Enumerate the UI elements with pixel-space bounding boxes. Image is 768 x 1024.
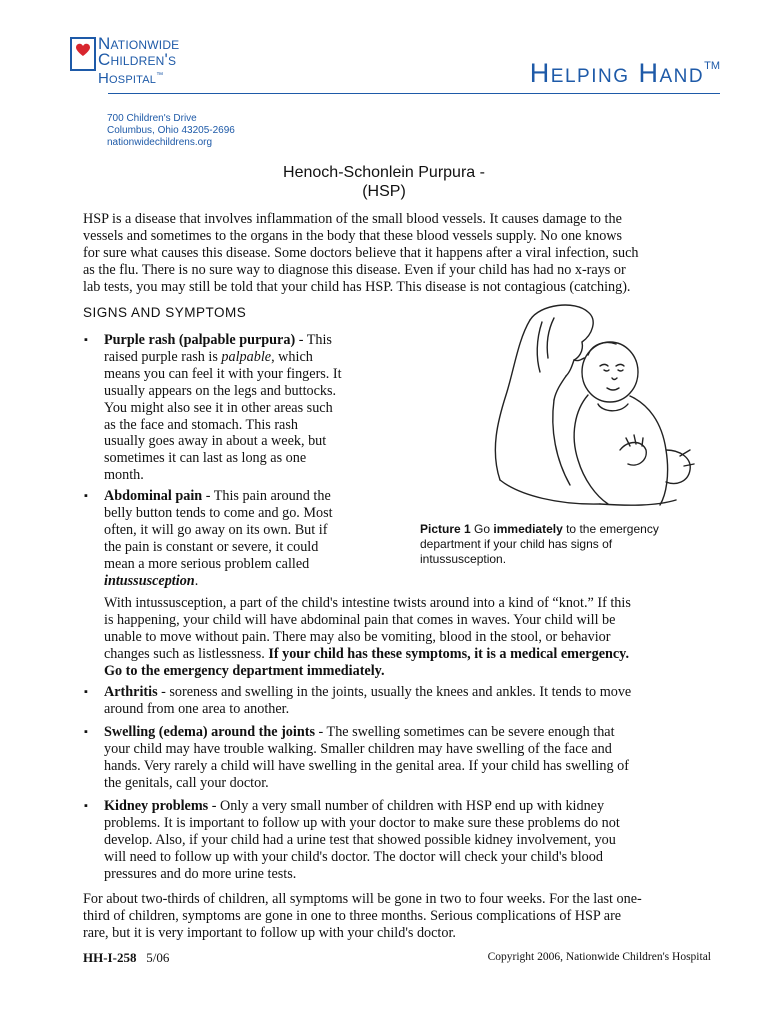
bullet-line: You might also see it in other areas such bbox=[104, 399, 333, 416]
logo-tm: ™ bbox=[156, 72, 164, 79]
bullet-line: problems. It is important to follow up with your doctor to make sure these problems do not bbox=[104, 814, 620, 831]
bullet-text: , which bbox=[271, 348, 313, 365]
bullet-line: usually appears on the legs and buttocks. bbox=[104, 382, 337, 399]
heart-icon bbox=[75, 43, 91, 57]
bullet-text: - The swelling sometimes can be severe enough that bbox=[314, 724, 615, 740]
bullet-term: Purple rash (palpable purpura) bbox=[104, 332, 296, 348]
bullet-line: means you can feel it with your fingers. It bbox=[104, 365, 342, 382]
paragraph-text: changes such as listlessness. bbox=[104, 645, 269, 662]
bullet-line: month. bbox=[104, 467, 144, 484]
bullet-line: the pain is constant or severe, it could bbox=[104, 538, 319, 555]
emphasis-word: intussusception bbox=[104, 572, 195, 589]
footer-date: 5/06 bbox=[146, 950, 170, 965]
bullet-icon: ▪ bbox=[84, 726, 88, 738]
bullet-icon: ▪ bbox=[84, 334, 88, 346]
bullet-icon: ▪ bbox=[84, 686, 88, 698]
bullet-text: - soreness and swelling in the joints, usually the knees and ankles. It tends to move bbox=[157, 684, 632, 700]
address-street: 700 Children's Drive bbox=[107, 113, 197, 124]
series-title bbox=[530, 58, 720, 89]
bullet-term: Swelling (edema) around the joints bbox=[104, 724, 315, 740]
intro-paragraph bbox=[83, 211, 723, 296]
bullet-line: usually goes away in about a week, but bbox=[104, 433, 327, 450]
logo-text-line3 bbox=[98, 68, 163, 86]
bullet-abdominal-pain bbox=[104, 488, 404, 589]
paragraph-line: is happening, your child will have abdominal pain that comes in waves. Your child will be bbox=[104, 611, 616, 628]
illustration-mother-baby bbox=[470, 300, 720, 515]
hospital-logo bbox=[70, 37, 96, 71]
address-website[interactable]: nationwidechildrens.org bbox=[107, 137, 213, 148]
bullet-text: - This bbox=[295, 332, 332, 348]
footer-code-id: HH-I-258 bbox=[83, 950, 137, 965]
logo-text-line2: Children's bbox=[98, 50, 177, 69]
bullet-text: - This pain around the bbox=[202, 488, 331, 504]
logo-text-line1: Nationwide bbox=[98, 34, 180, 53]
bullet-line: as the face and stomach. This rash bbox=[104, 416, 298, 433]
series-title-text: Helping Hand bbox=[529, 58, 705, 88]
emphasis-word: palpable bbox=[221, 348, 272, 365]
logo-text-hospital: Hospital bbox=[98, 70, 157, 87]
bullet-line: pressures and do more urine tests. bbox=[104, 865, 297, 882]
caption-line: department if your child has signs of bbox=[420, 537, 613, 551]
paragraph-line: With intussusception, a part of the child's intestine twists around into a kind of “knot.” If this bbox=[104, 595, 631, 611]
header-rule bbox=[108, 93, 720, 94]
caption-text: Go bbox=[470, 522, 494, 536]
bullet-line: will need to follow up with your child's doctor. The doctor will check your child's blood bbox=[104, 848, 603, 865]
intro-line: lab tests, you may still be told that your child has HSP. This disease is not contagious (catching). bbox=[83, 278, 631, 295]
intro-line: HSP is a disease that involves inflammation of the small blood vessels. It causes damage to the bbox=[83, 211, 622, 227]
bullet-term: Arthritis bbox=[104, 684, 158, 700]
bullet-line: hands. Very rarely a child will have swelling in the genital area. If your child has swelling of bbox=[104, 757, 629, 774]
bullet-text: raised purple rash is bbox=[104, 348, 222, 365]
paragraph-line: rare, but it is very important to follow up with your child's doctor. bbox=[83, 924, 456, 941]
caption-label: Picture 1 bbox=[420, 522, 471, 536]
bullet-line: develop. Also, if your child had a urine test that showed possible kidney involvement, you bbox=[104, 831, 616, 848]
bullet-icon: ▪ bbox=[84, 800, 88, 812]
emergency-warning: If your child has these symptoms, it is a medical emergency. bbox=[268, 645, 630, 662]
bullet-line: your child may have trouble walking. Smaller children may have swelling of the face and bbox=[104, 740, 612, 757]
document-code bbox=[83, 950, 169, 966]
bullet-text: - Only a very small number of children with HSP end up with kidney bbox=[208, 798, 605, 814]
document-title-line2: (HSP) bbox=[362, 183, 406, 200]
bullet-term: Abdominal pain bbox=[104, 488, 203, 504]
series-tm: TM bbox=[704, 60, 720, 72]
caption-text: to the emergency bbox=[562, 522, 659, 536]
paragraph-line: For about two-thirds of children, all symptoms will be gone in two to four weeks. For the last one- bbox=[83, 891, 642, 907]
bullet-line: sometimes it can last as long as one bbox=[104, 450, 307, 467]
caption-emphasis: immediately bbox=[493, 522, 563, 536]
bullet-line: the genitals, call your doctor. bbox=[104, 774, 269, 791]
intussusception-paragraph bbox=[104, 595, 724, 680]
address-city: Columbus, Ohio 43205-2696 bbox=[107, 125, 235, 136]
bullet-icon: ▪ bbox=[84, 490, 88, 502]
paragraph-line: unable to move without pain. There may also be vomiting, blood in the stool, or behavior bbox=[104, 628, 611, 645]
intro-line: vessels and sometimes to the organs in the body that these blood vessels supply. No one knows bbox=[83, 227, 623, 244]
copyright-notice: Copyright 2006, Nationwide Children's Hospital bbox=[487, 951, 711, 963]
bullet-text: . bbox=[194, 572, 199, 589]
closing-paragraph bbox=[83, 891, 723, 942]
bullet-line: often, it will go away on its own. But if bbox=[104, 521, 328, 538]
bullet-arthritis bbox=[104, 684, 724, 718]
caption-line: intussusception. bbox=[420, 552, 507, 566]
bullet-purple-rash bbox=[104, 332, 404, 484]
intro-line: as the flu. There is no sure way to diagnose this disease. Even if your child has had no x-rays or bbox=[83, 261, 626, 278]
paragraph-line: third of children, symptoms are gone in one to three months. Serious complications of HSP are bbox=[83, 907, 622, 924]
figure-caption bbox=[420, 522, 685, 567]
emergency-warning: Go to the emergency department immediately. bbox=[104, 662, 385, 679]
bullet-line: around from one area to another. bbox=[104, 700, 290, 717]
bullet-kidney-problems bbox=[104, 798, 724, 883]
document-title-line1: Henoch-Schonlein Purpura - bbox=[283, 164, 485, 181]
section-heading: SIGNS AND SYMPTOMS bbox=[83, 305, 247, 320]
bullet-swelling bbox=[104, 724, 724, 792]
bullet-term: Kidney problems bbox=[104, 798, 209, 814]
intro-line: for sure what causes this disease. Some doctors believe that it happens after a viral infection, such bbox=[83, 244, 639, 261]
bullet-line: belly button tends to come and go. Most bbox=[104, 504, 333, 521]
bullet-line: mean a more serious problem called bbox=[104, 555, 310, 572]
